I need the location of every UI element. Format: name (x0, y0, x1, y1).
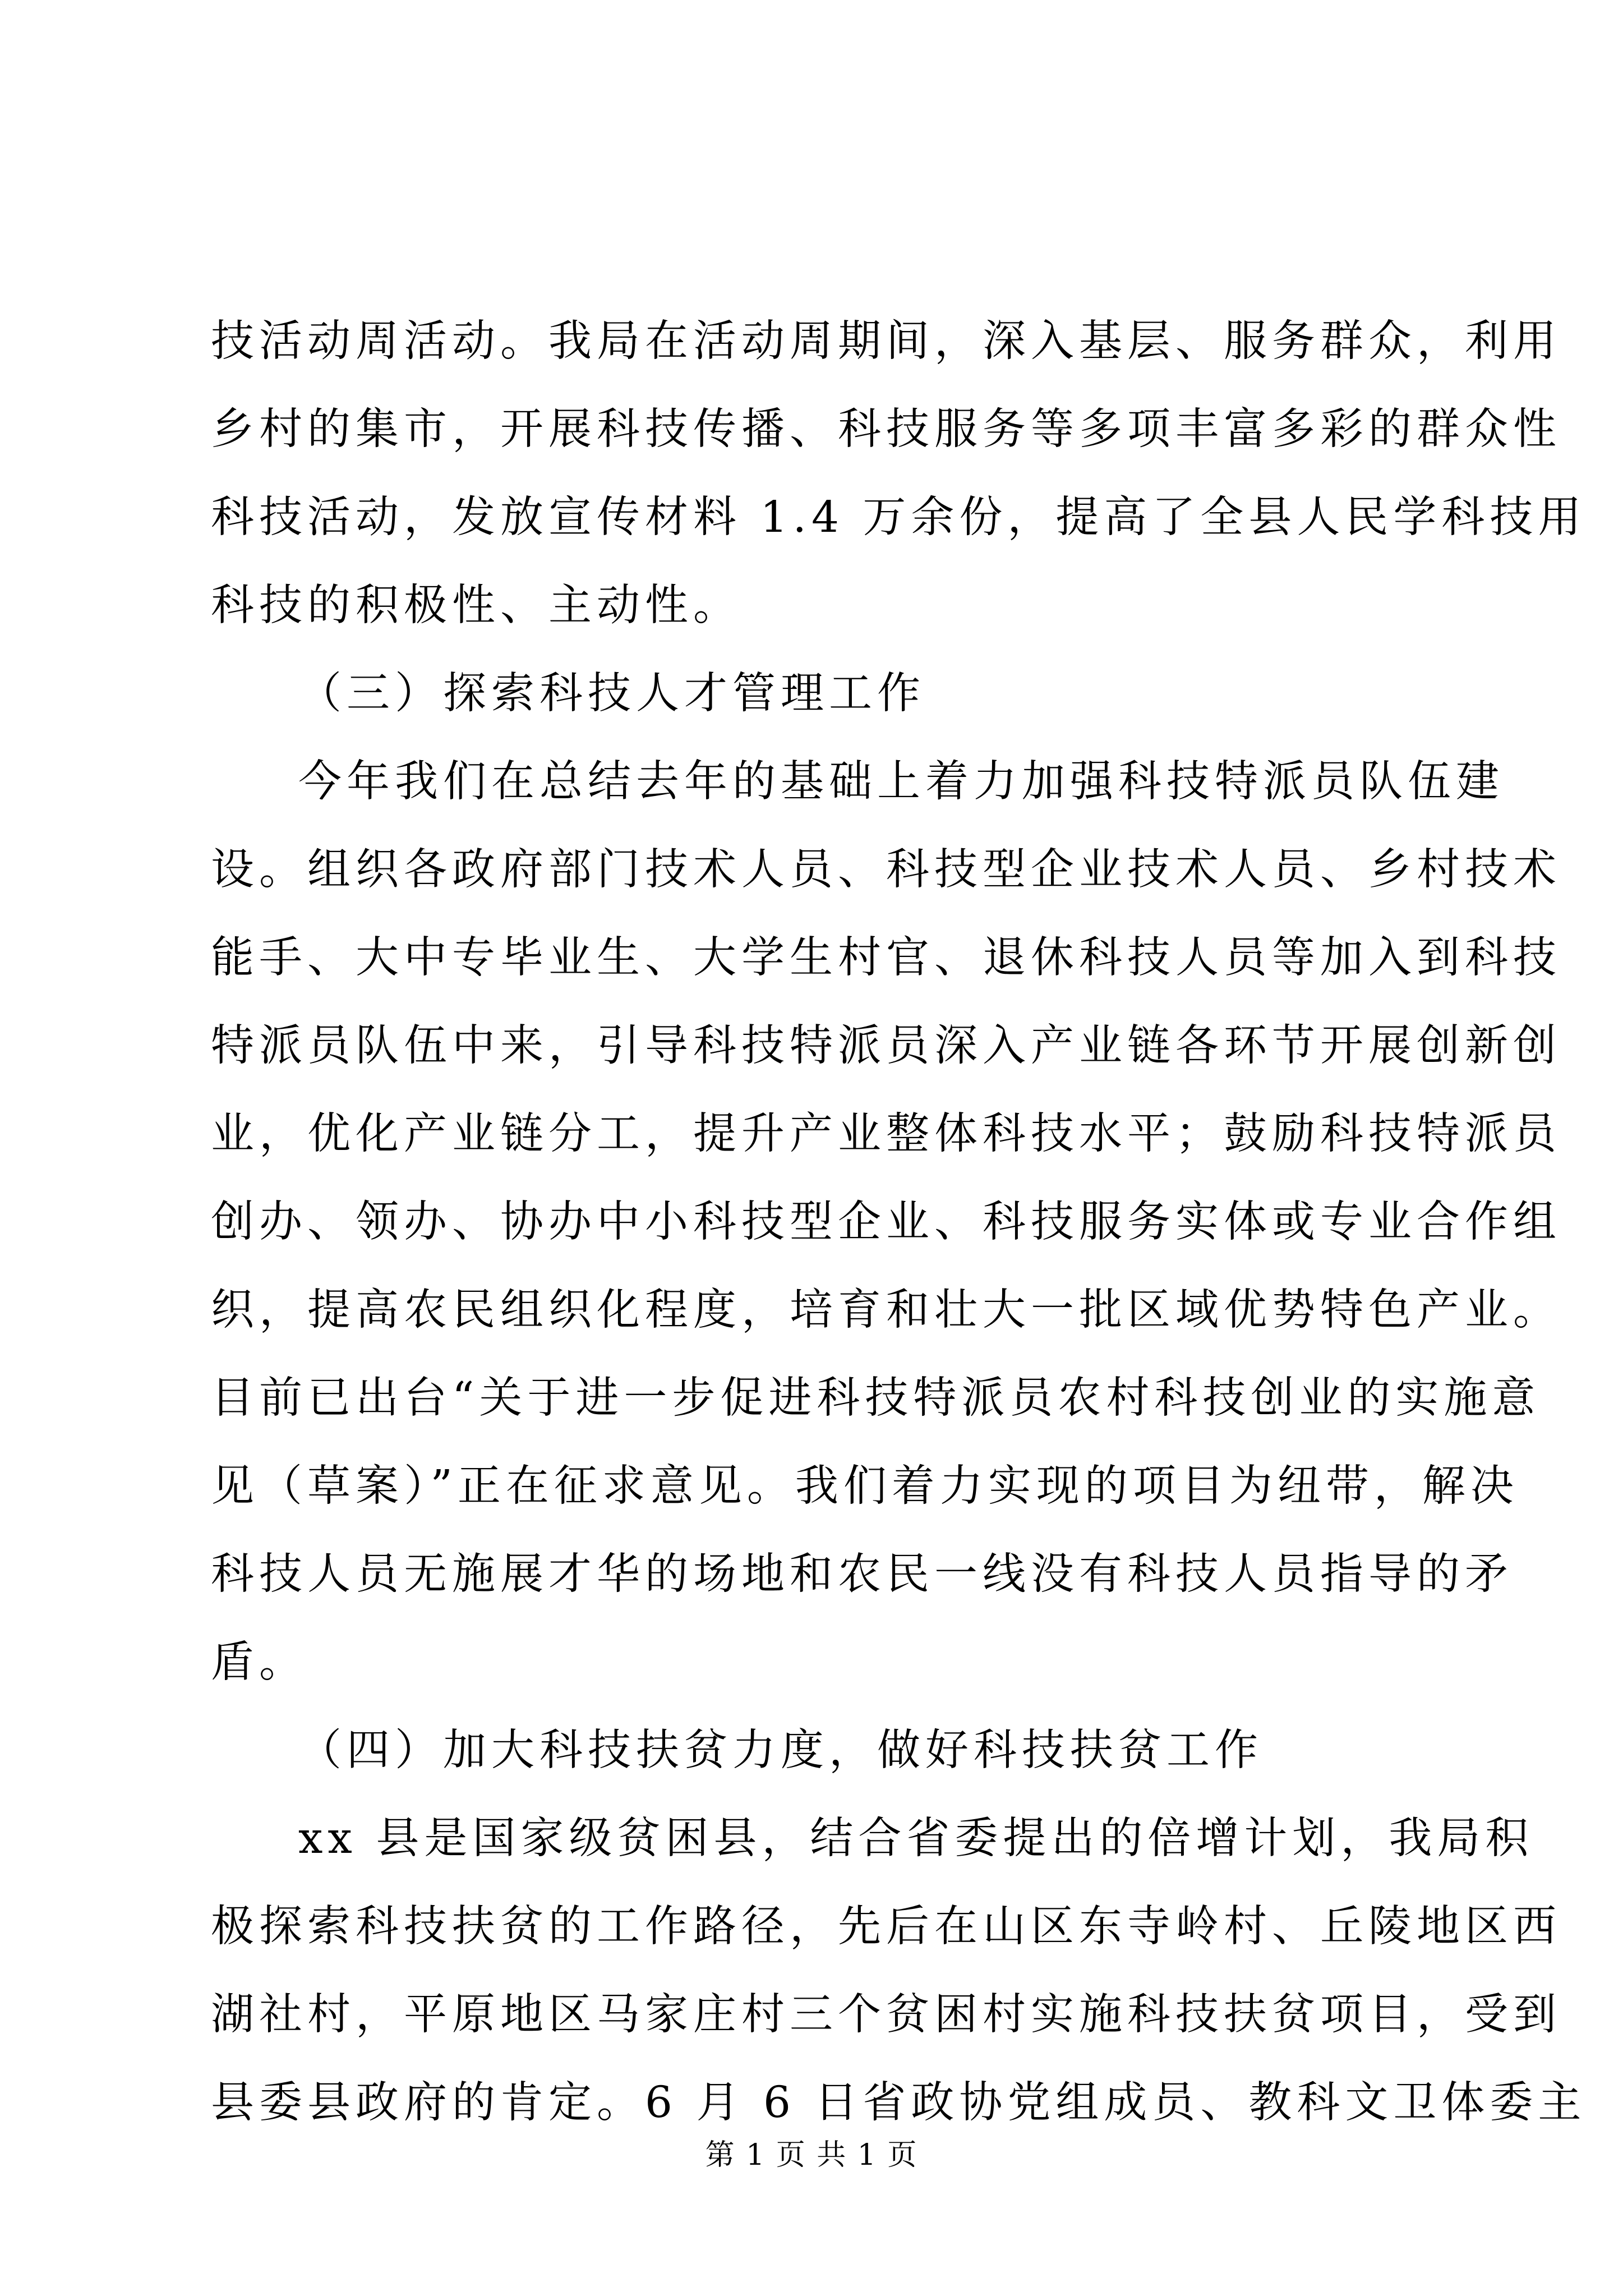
text-line: 目前已出台“关于进一步促进科技特派员农村科技创业的实施意 (211, 1373, 1541, 1423)
text-line: 创办、领办、协办中小科技型企业、科技服务实体或专业合作组 (211, 1197, 1561, 1247)
text-line: 湖社村，平原地区马家庄村三个贫困村实施科技扶贫项目，受到 (211, 1990, 1561, 2040)
text-line: 设。组织各政府部门技术人员、科技型企业技术人员、乡村技术 (211, 845, 1561, 895)
text-line: 县委县政府的肯定。6 月 6 日省政协党组成员、教科文卫体委主 (211, 2078, 1587, 2128)
text-line: 科技的积极性、主动性。 (211, 581, 741, 631)
text-line: 技活动周活动。我局在活动周期间，深入基层、服务群众，利用 (211, 316, 1561, 366)
paragraph-first-line: xx 县是国家级贫困县，结合省委提出的倍增计划，我局积 (298, 1814, 1534, 1864)
text-line: 业，优化产业链分工，提升产业整体科技水平；鼓励科技特派员 (211, 1109, 1561, 1159)
text-line: 特派员队伍中来，引导科技特派员深入产业链各环节开展创新创 (211, 1021, 1561, 1071)
section-heading: （四）加大科技扶贫力度，做好科技扶贫工作 (298, 1726, 1263, 1775)
page-number-footer: 第 1 页 共 1 页 (705, 2138, 918, 2172)
text-line: 科技活动，发放宣传材料 1.4 万余份，提高了全县人民学科技用 (211, 493, 1587, 542)
section-heading: （三）探索科技人才管理工作 (298, 669, 925, 719)
text-line: 乡村的集市，开展科技传播、科技服务等多项丰富多彩的群众性 (211, 404, 1561, 454)
text-line: 盾。 (211, 1637, 307, 1687)
paragraph-first-line: 今年我们在总结去年的基础上着力加强科技特派员队伍建 (298, 757, 1504, 807)
text-line: 见（草案）”正在征求意见。我们着力实现的项目为纽带，解决 (211, 1461, 1519, 1511)
text-line: 织，提高农民组织化程度，培育和壮大一批区域优势特色产业。 (211, 1285, 1561, 1335)
document-body (211, 297, 1587, 2147)
text-line: 科技人员无施展才华的场地和农民一线没有科技人员指导的矛 (211, 1549, 1513, 1599)
text-line: 极探索科技扶贫的工作路径，先后在山区东寺岭村、丘陵地区西 (211, 1902, 1561, 1952)
text-line: 能手、大中专毕业生、大学生村官、退休科技人员等加入到科技 (211, 933, 1561, 983)
